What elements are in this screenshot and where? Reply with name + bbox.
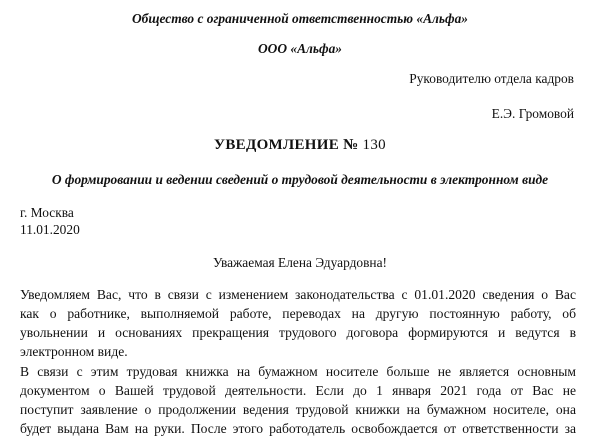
greeting: Уважаемая Елена Эдуардовна! [213, 255, 387, 270]
organization-full-name: Общество с ограниченной ответственностью «Альфа» [131, 11, 468, 26]
paragraph-line: Уведомляем Вас, что в связи с изменением законодательства с 01.01.2020 сведения о Вас [20, 287, 576, 302]
paragraph-1 [20, 285, 576, 361]
notice-number: 130 [362, 137, 386, 153]
paragraph-line: В связи с этим трудовая книжка на бумажном носителе больше не является основным [20, 364, 576, 379]
paragraph-line: как о работнике, выполняемой работе, переводах на другую постоянную работу, об [20, 306, 576, 321]
place: г. Москва [20, 205, 74, 220]
paragraph-2 [20, 362, 576, 438]
paragraph-line: будет выдана Вам на руки. После этого работодатель освобождается от ответственности за [20, 421, 576, 436]
paragraph-line: электронном виде. [20, 344, 128, 359]
addressee-name: Е.Э. Громовой [491, 106, 574, 121]
paragraph-line: увольнении и основаниях прекращения трудового договора формируются и ведутся в [20, 325, 576, 340]
paragraph-line: поступит заявление о продолжении ведения трудовой книжки на бумажном носителе, она [20, 402, 576, 417]
notice-subject: О формировании и ведении сведений о трудовой деятельности в электронном виде [51, 172, 549, 187]
addressee-position: Руководителю отдела кадров [409, 71, 574, 86]
organization-short-name: ООО «Альфа» [258, 41, 342, 56]
date: 11.01.2020 [20, 222, 80, 237]
notice-title [0, 137, 600, 153]
notice-title-label: УВЕДОМЛЕНИЕ № [214, 137, 359, 153]
paragraph-line: документом о Вашей трудовой деятельности. Если до 1 января 2021 года от Вас не [20, 383, 576, 398]
